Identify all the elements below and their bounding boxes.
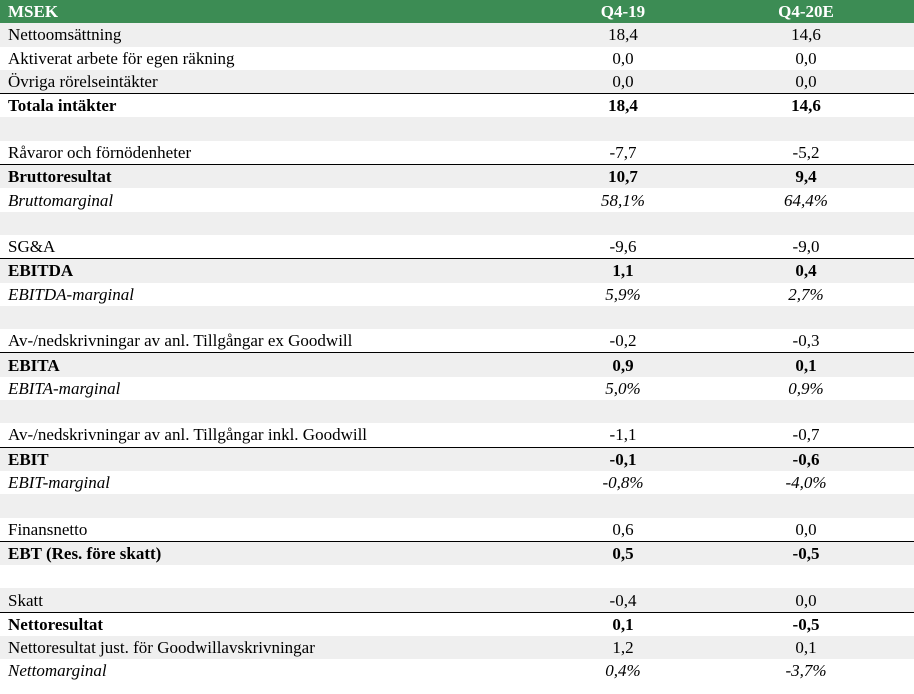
table-row bbox=[0, 447, 914, 471]
row-label bbox=[0, 565, 548, 588]
row-label: Bruttoresultat bbox=[0, 165, 548, 189]
row-label bbox=[0, 400, 548, 423]
row-value-q4-19 bbox=[548, 494, 698, 517]
table-row bbox=[0, 565, 914, 588]
row-label bbox=[0, 212, 548, 235]
row-value-q4-19: 0,1 bbox=[548, 612, 698, 636]
row-value-q4-19: 5,0% bbox=[605, 378, 641, 398]
row-value-q4-19: -0,2 bbox=[609, 331, 637, 351]
row-value-q4-20e: -0,7 bbox=[792, 425, 820, 445]
row-value-q4-19: -0,4 bbox=[548, 588, 698, 612]
table-row bbox=[0, 165, 914, 189]
table-row bbox=[0, 494, 914, 517]
table-row bbox=[0, 329, 914, 353]
row-value-q4-20e: 0,1 bbox=[698, 353, 914, 377]
table-row bbox=[0, 235, 914, 259]
row-value-q4-20e bbox=[698, 212, 914, 235]
row-label: EBT (Res. före skatt) bbox=[0, 541, 548, 565]
table-row bbox=[0, 212, 914, 235]
row-value-q4-20e: 64,4% bbox=[784, 190, 828, 210]
row-value-q4-20e: 0,0 bbox=[698, 70, 914, 94]
row-value-q4-20e: -0,3 bbox=[792, 331, 820, 351]
row-value-q4-19: 18,4 bbox=[548, 94, 698, 118]
row-value-q4-19: 0,6 bbox=[612, 519, 634, 539]
row-value-q4-19: 0,0 bbox=[612, 48, 634, 68]
row-label: Finansnetto bbox=[8, 519, 88, 539]
table-row bbox=[0, 47, 914, 70]
row-value-q4-20e: -9,0 bbox=[792, 237, 820, 257]
table-row bbox=[0, 518, 914, 542]
row-value-q4-19: 0,0 bbox=[548, 70, 698, 94]
table-row bbox=[0, 400, 914, 423]
table-row bbox=[0, 188, 914, 211]
row-value-q4-19: 10,7 bbox=[548, 165, 698, 189]
row-value-q4-20e: 0,0 bbox=[795, 48, 817, 68]
table-row bbox=[0, 471, 914, 494]
row-label bbox=[0, 494, 548, 517]
row-value-q4-20e: -0,6 bbox=[698, 447, 914, 471]
row-value-q4-19 bbox=[548, 565, 698, 588]
row-value-q4-20e: -4,0% bbox=[785, 473, 827, 493]
row-label: EBIT bbox=[0, 447, 548, 471]
row-value-q4-20e: -0,5 bbox=[698, 541, 914, 565]
row-value-q4-19: 1,2 bbox=[548, 636, 698, 659]
row-value-q4-19 bbox=[548, 117, 698, 140]
row-value-q4-20e: 0,0 bbox=[795, 519, 817, 539]
row-value-q4-19: 0,9 bbox=[548, 353, 698, 377]
row-value-q4-20e bbox=[698, 306, 914, 329]
header-row bbox=[0, 0, 914, 23]
table-body bbox=[0, 23, 914, 682]
row-label: EBIT-marginal bbox=[8, 473, 110, 493]
row-value-q4-20e: -5,2 bbox=[792, 142, 820, 162]
table-row bbox=[0, 117, 914, 140]
row-value-q4-20e bbox=[698, 565, 914, 588]
table-row bbox=[0, 141, 914, 165]
row-value-q4-20e: 0,1 bbox=[698, 636, 914, 659]
row-label: Av-/nedskrivningar av anl. Tillgångar inkl. Goodwill bbox=[8, 425, 368, 445]
row-label: Övriga rörelseintäkter bbox=[0, 70, 548, 94]
row-value-q4-19 bbox=[548, 306, 698, 329]
row-label: Nettoomsättning bbox=[0, 23, 548, 46]
table-row bbox=[0, 423, 914, 447]
row-value-q4-19: -0,1 bbox=[548, 447, 698, 471]
row-value-q4-20e: 2,7% bbox=[788, 284, 824, 304]
table-row bbox=[0, 377, 914, 400]
row-value-q4-19: -9,6 bbox=[609, 237, 637, 257]
row-value-q4-19: 0,5 bbox=[548, 541, 698, 565]
row-label: Nettoresultat bbox=[0, 612, 548, 636]
header-label: MSEK bbox=[0, 0, 548, 23]
row-value-q4-20e: 0,4 bbox=[698, 259, 914, 283]
table-row bbox=[0, 353, 914, 377]
table-row bbox=[0, 70, 914, 94]
row-value-q4-19: 5,9% bbox=[605, 284, 641, 304]
row-label: Råvaror och förnödenheter bbox=[8, 142, 192, 162]
row-label: EBITDA bbox=[0, 259, 548, 283]
row-value-q4-20e: 14,6 bbox=[698, 23, 914, 46]
header-q4-20e: Q4-20E bbox=[698, 0, 914, 23]
table-row bbox=[0, 588, 914, 612]
row-label: EBITDA-marginal bbox=[8, 284, 134, 304]
row-value-q4-19 bbox=[548, 212, 698, 235]
row-label: Av-/nedskrivningar av anl. Tillgångar ex Goodwill bbox=[8, 331, 353, 351]
row-value-q4-19: -0,8% bbox=[602, 473, 644, 493]
row-label: EBITA bbox=[0, 353, 548, 377]
table-row bbox=[0, 306, 914, 329]
row-value-q4-19: 18,4 bbox=[548, 23, 698, 46]
row-value-q4-20e: -0,5 bbox=[698, 612, 914, 636]
row-value-q4-20e: -3,7% bbox=[785, 661, 827, 681]
row-value-q4-20e: 9,4 bbox=[698, 165, 914, 189]
row-label: Bruttomarginal bbox=[8, 190, 114, 210]
row-value-q4-20e bbox=[698, 117, 914, 140]
table-row bbox=[0, 612, 914, 636]
header-q4-19: Q4-19 bbox=[548, 0, 698, 23]
row-value-q4-20e: 0,0 bbox=[698, 588, 914, 612]
table-row bbox=[0, 283, 914, 306]
row-value-q4-19: 58,1% bbox=[601, 190, 645, 210]
table-row bbox=[0, 541, 914, 565]
row-value-q4-20e: 0,9% bbox=[788, 378, 824, 398]
table-row bbox=[0, 636, 914, 659]
row-label: Skatt bbox=[0, 588, 548, 612]
table-row bbox=[0, 94, 914, 118]
row-value-q4-19: 1,1 bbox=[548, 259, 698, 283]
table-row bbox=[0, 659, 914, 682]
row-label: EBITA-marginal bbox=[8, 378, 121, 398]
row-value-q4-19 bbox=[548, 400, 698, 423]
row-label: Nettomarginal bbox=[8, 661, 107, 681]
row-value-q4-19: -1,1 bbox=[609, 425, 637, 445]
row-value-q4-19: -7,7 bbox=[609, 142, 637, 162]
row-label: SG&A bbox=[8, 237, 56, 257]
row-label: Totala intäkter bbox=[0, 94, 548, 118]
row-value-q4-20e bbox=[698, 400, 914, 423]
row-value-q4-20e bbox=[698, 494, 914, 517]
table-row bbox=[0, 259, 914, 283]
row-label bbox=[0, 117, 548, 140]
table-row bbox=[0, 23, 914, 46]
row-label: Aktiverat arbete för egen räkning bbox=[8, 48, 235, 68]
row-label bbox=[0, 306, 548, 329]
row-value-q4-20e: 14,6 bbox=[698, 94, 914, 118]
row-label: Nettoresultat just. för Goodwillavskrivningar bbox=[0, 636, 548, 659]
row-value-q4-19: 0,4% bbox=[605, 661, 641, 681]
